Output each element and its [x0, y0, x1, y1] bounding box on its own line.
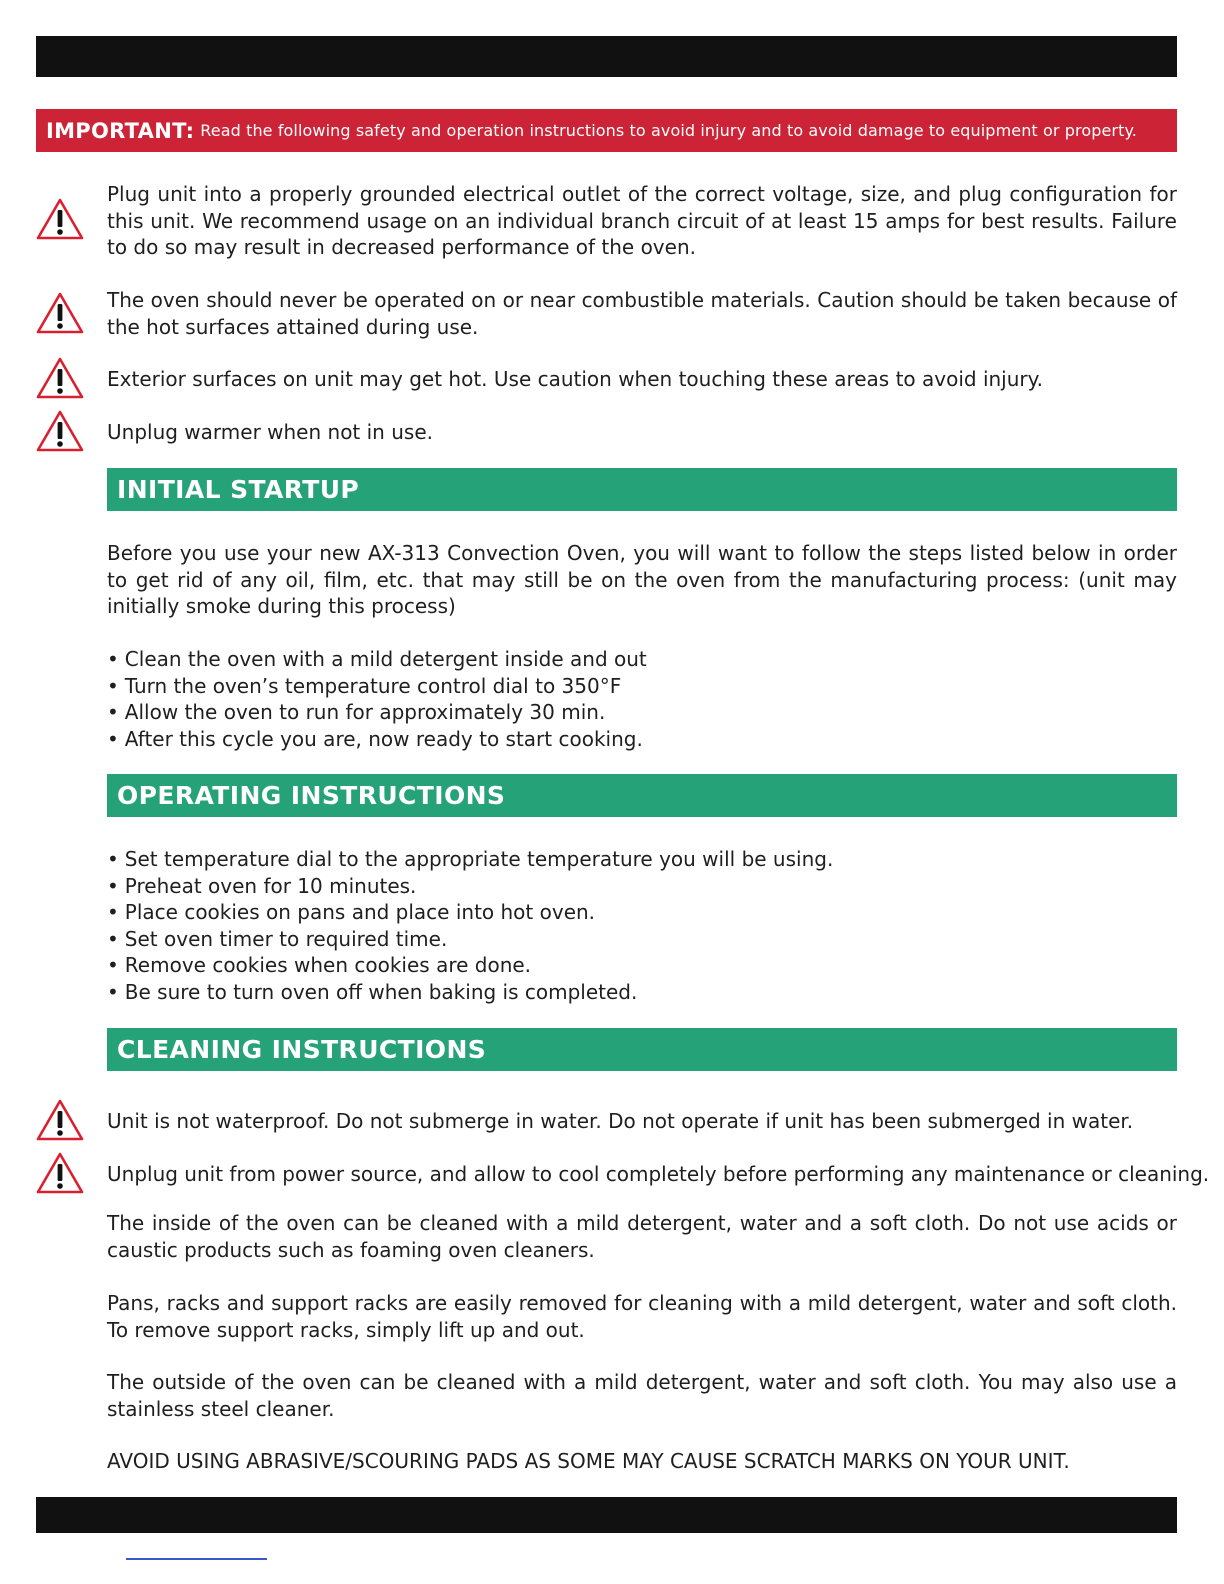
warning-icon: [35, 356, 85, 400]
list-item: • Be sure to turn oven off when baking is completed.: [107, 979, 833, 1006]
cleaning-warning-2: Unplug unit from power source, and allow to cool completely before performing any maintenance or cleaning.: [107, 1162, 1210, 1186]
list-item: • After this cycle you are, now ready to start cooking.: [107, 726, 647, 753]
operating-heading: OPERATING INSTRUCTIONS: [107, 774, 1177, 817]
important-label: IMPORTANT:: [46, 118, 195, 143]
cleaning-caution: AVOID USING ABRASIVE/SCOURING PADS AS SOME MAY CAUSE SCRATCH MARKS ON YOUR UNIT.: [107, 1449, 1070, 1473]
list-item: • Turn the oven’s temperature control dial to 350°F: [107, 673, 647, 700]
warning-icon: [35, 291, 85, 335]
warning-icon: [35, 1098, 85, 1142]
top-header-bar: [36, 36, 1177, 77]
list-item: • Set oven timer to required time.: [107, 926, 833, 953]
footer-link-underline: [126, 1558, 267, 1560]
list-item: • Preheat oven for 10 minutes.: [107, 873, 833, 900]
initial-startup-steps: [107, 646, 647, 752]
warning-icon: [35, 1151, 85, 1195]
bottom-footer-bar: [36, 1497, 1177, 1533]
cleaning-paragraph-3: The outside of the oven can be cleaned with a mild detergent, water and soft cloth. You may also use a stainless steel cleaner.: [107, 1370, 1177, 1421]
list-item: • Allow the oven to run for approximately 30 min.: [107, 699, 647, 726]
list-item: • Set temperature dial to the appropriate temperature you will be using.: [107, 846, 833, 873]
cleaning-heading: CLEANING INSTRUCTIONS: [107, 1028, 1177, 1071]
cleaning-warning-1: Unit is not waterproof. Do not submerge in water. Do not operate if unit has been submerged in water.: [107, 1109, 1134, 1133]
cleaning-paragraph-2: Pans, racks and support racks are easily removed for cleaning with a mild detergent, water and soft cloth. To remove support racks, simply lift up and out.: [107, 1291, 1177, 1342]
list-item: • Remove cookies when cookies are done.: [107, 952, 833, 979]
safety-text-2: The oven should never be operated on or near combustible materials. Caution should be taken because of the hot surfaces attained during use.: [107, 288, 1177, 339]
important-text: Read the following safety and operation instructions to avoid injury and to avoid damage to equipment or property.: [200, 121, 1137, 140]
warning-icon: [35, 197, 85, 241]
operating-steps: [107, 846, 833, 1005]
important-banner: [36, 109, 1177, 152]
list-item: • Clean the oven with a mild detergent inside and out: [107, 646, 647, 673]
initial-startup-intro: Before you use your new AX-313 Convection Oven, you will want to follow the steps listed below in order to get rid of any oil, film, etc. that may still be on the oven from the manufacturing process: (unit may initially smoke during this process): [107, 541, 1177, 618]
list-item: • Place cookies on pans and place into hot oven.: [107, 899, 833, 926]
cleaning-paragraph-1: The inside of the oven can be cleaned with a mild detergent, water and a soft cloth. Do not use acids or caustic products such as foaming oven cleaners.: [107, 1211, 1177, 1262]
initial-startup-heading: INITIAL STARTUP: [107, 468, 1177, 511]
safety-text-1: Plug unit into a properly grounded electrical outlet of the correct voltage, size, and plug configuration for this unit. We recommend usage on an individual branch circuit of at least 15 amps for best results. Failure to do so may result in decreased performance of the oven.: [107, 182, 1177, 259]
warning-icon: [35, 409, 85, 453]
safety-text-4: Unplug warmer when not in use.: [107, 420, 433, 444]
safety-text-3: Exterior surfaces on unit may get hot. Use caution when touching these areas to avoid injury.: [107, 367, 1043, 391]
